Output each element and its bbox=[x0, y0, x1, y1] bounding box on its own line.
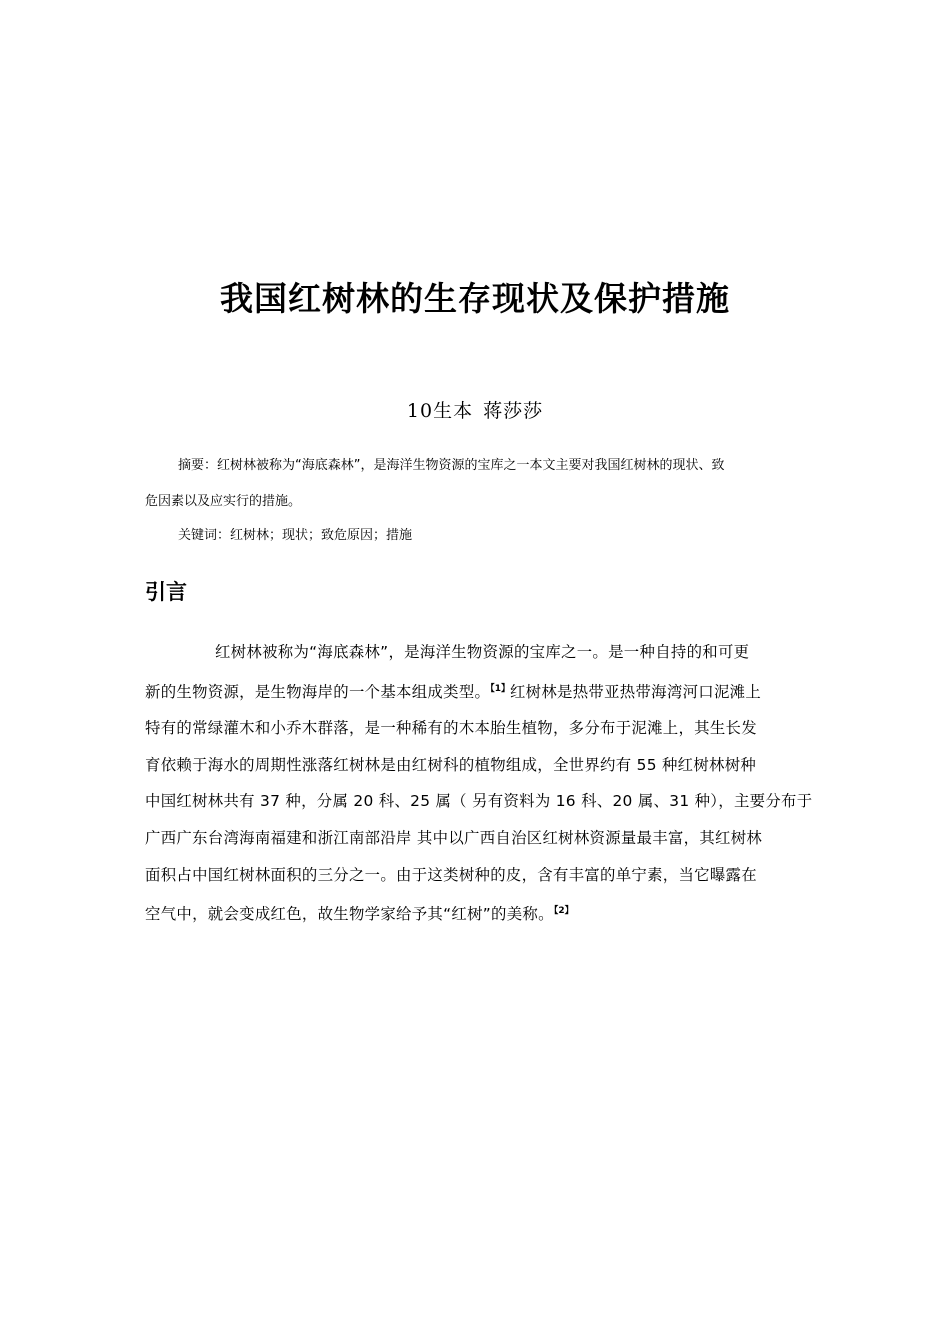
body-line-5: 中国红树林共有 37 种，分属 20 科、25 属（ 另有资料为 16 科、20 属、31 种），主要分布于 bbox=[145, 792, 813, 811]
section-heading: 引言 bbox=[145, 580, 187, 604]
author-line bbox=[0, 396, 950, 426]
body-line-2-text: 新的生物资源，是生物海岸的一个基本组成类型。 bbox=[145, 682, 491, 701]
section-body bbox=[145, 634, 813, 933]
body-line-6: 广西广东台湾海南福建和浙江南部沿岸 其中以广西自治区红树林资源量最丰富，其红树林 bbox=[145, 828, 763, 847]
paper-title: 我国红树林的生存现状及保护措施 bbox=[220, 279, 730, 318]
keywords-label: 关键词： bbox=[178, 528, 231, 543]
body-line-7: 面积占中国红树林面积的三分之一。由于这类树种的皮，含有丰富的单宁素，当它曝露在 bbox=[145, 865, 757, 884]
abstract bbox=[145, 448, 805, 520]
body-line-4: 育依赖于海水的周期性涨落红树林是由红树科的植物组成，全世界约有 55 种红树林树种 bbox=[145, 755, 757, 774]
citation-2: 【2】 bbox=[553, 906, 574, 917]
body-line-2 bbox=[145, 671, 807, 711]
citation-1: 【1】 bbox=[490, 683, 510, 694]
body-line-2-tail: 红树林是热带亚热带海湾河口泥滩上 bbox=[509, 682, 762, 701]
abstract-line-2: 危因素以及应实行的措施。 bbox=[145, 494, 302, 509]
body-line-3: 特有的常绿灌木和小乔木群落，是一种稀有的木本胎生植物，多分布于泥滩上，其生长发 bbox=[145, 719, 757, 738]
abstract-text-1: 红树林被称为“海底森林”，是海洋生物资源的宝库之一本文主要对我国红树林的现状、致 bbox=[217, 458, 725, 473]
abstract-label: 摘要： bbox=[178, 458, 218, 473]
abstract-line-1 bbox=[145, 448, 805, 484]
body-line-1-text: 红树林被称为“海底森林”，是海洋生物资源的宝库之一。是一种自持的和可更 bbox=[215, 643, 750, 661]
author-name: 蒋莎莎 bbox=[483, 400, 544, 422]
body-line-8-text: 空气中，就会变成红色，故生物学家给予其“红树”的美称。 bbox=[145, 905, 554, 924]
body-line-8 bbox=[145, 893, 807, 933]
keywords bbox=[145, 520, 805, 552]
author-class: 10生本 bbox=[406, 400, 474, 422]
keywords-text: 红树林；现状；致危原因；措施 bbox=[230, 528, 413, 543]
body-line-1 bbox=[145, 634, 807, 671]
